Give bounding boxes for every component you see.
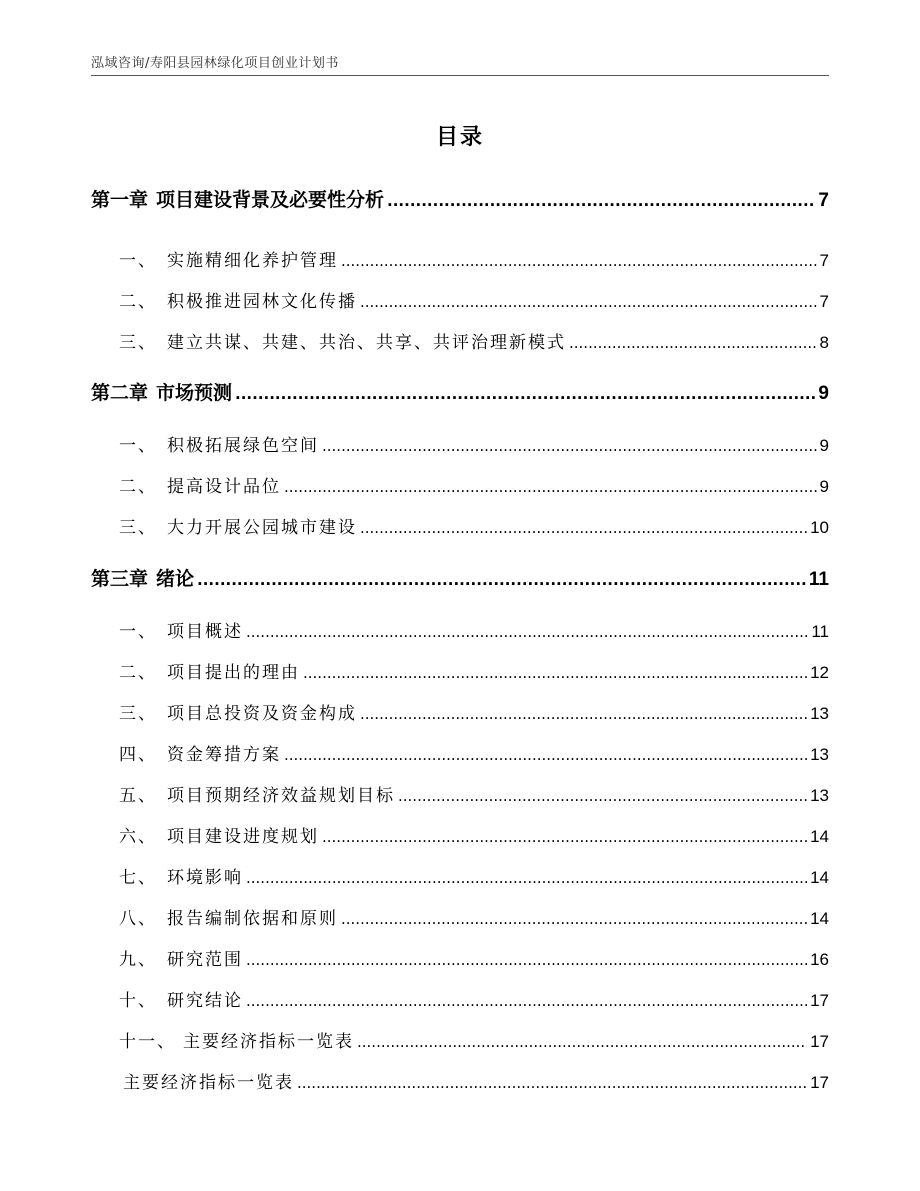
toc-leader-dots [360, 704, 807, 724]
toc-section-3-1[interactable] [119, 617, 829, 642]
toc-section-3-3[interactable] [119, 699, 829, 724]
toc-section-number: 八、 [119, 909, 157, 929]
toc-page-number: 8 [819, 333, 829, 352]
toc-page-number: 9 [818, 383, 829, 404]
toc-leader-dots [569, 333, 817, 353]
toc-section-label: 主要经济指标一览表 [183, 1032, 354, 1052]
toc-page-number: 13 [810, 745, 829, 764]
toc-leader-dots [387, 189, 815, 211]
toc-leader-dots [357, 1032, 807, 1052]
toc-section-label: 报告编制依据和原则 [167, 909, 338, 929]
toc-section-3-4[interactable] [119, 740, 829, 765]
toc-page-number: 11 [808, 569, 829, 590]
toc-leader-dots [360, 518, 807, 538]
toc-section-label: 环境影响 [167, 868, 243, 888]
toc-section-number: 九、 [119, 950, 157, 970]
toc-section-3-8[interactable] [119, 904, 829, 929]
toc-leader-dots [284, 745, 807, 765]
toc-title: 目录 [435, 125, 484, 150]
toc-section-label: 实施精细化养护管理 [167, 251, 338, 271]
toc-leader-dots [284, 477, 817, 497]
toc-chapter-label: 绪论 [156, 568, 195, 590]
toc-section-number: 一、 [119, 251, 157, 271]
toc-section-label: 建立共谋、共建、共治、共享、共评治理新模式 [167, 333, 566, 353]
toc-page-number: 10 [810, 518, 829, 537]
toc-chapter-3[interactable] [91, 564, 829, 591]
toc-leader-dots [322, 827, 807, 847]
toc-section-label: 研究结论 [167, 991, 243, 1011]
toc-leader-dots [341, 251, 817, 271]
toc-section-3-5[interactable] [119, 781, 829, 806]
toc-section-label: 项目提出的理由 [167, 663, 300, 683]
toc-section-1-2[interactable] [119, 287, 829, 312]
toc-page-number: 9 [819, 477, 829, 496]
toc-section-3-11[interactable] [119, 1027, 829, 1052]
toc-page-number: 14 [810, 868, 829, 887]
toc-page-number: 12 [810, 663, 829, 682]
toc-chapter-number: 第三章 [91, 568, 149, 590]
toc-section-label: 项目建设进度规划 [167, 827, 319, 847]
toc-chapter-label: 市场预测 [156, 382, 233, 404]
toc-page-number: 17 [810, 991, 829, 1010]
toc-leader-dots [297, 1073, 807, 1093]
toc-section-number: 二、 [119, 663, 157, 683]
toc-section-label: 积极拓展绿色空间 [167, 436, 319, 456]
toc-section-label: 资金筹措方案 [167, 745, 281, 765]
toc-section-2-3[interactable] [119, 513, 829, 538]
toc-page-number: 17 [810, 1032, 829, 1051]
toc-section-number: 十一、 [119, 1032, 176, 1052]
toc-page-number: 7 [819, 292, 829, 311]
toc-page-number: 13 [810, 704, 829, 723]
toc-page-number: 9 [819, 436, 829, 455]
toc-section-1-3[interactable] [119, 328, 829, 353]
toc-section-number: 三、 [119, 333, 157, 353]
toc-section-3-9[interactable] [119, 945, 829, 970]
toc-section-number: 一、 [119, 622, 157, 642]
toc-section-label: 研究范围 [167, 950, 243, 970]
toc-section-number: 二、 [119, 292, 157, 312]
toc-leader-dots [197, 568, 806, 590]
toc-entry-summary-table[interactable] [123, 1068, 829, 1093]
toc-section-label: 提高设计品位 [167, 477, 281, 497]
toc-page-number: 11 [811, 622, 829, 641]
toc-leader-dots [360, 292, 817, 312]
toc-chapter-2[interactable] [91, 378, 829, 405]
toc-page-number: 14 [810, 909, 829, 928]
toc-leader-dots [322, 436, 817, 456]
toc-section-number: 二、 [119, 477, 157, 497]
toc-section-label: 项目概述 [167, 622, 243, 642]
toc-page-number: 16 [810, 950, 829, 969]
toc-page-number: 14 [810, 827, 829, 846]
toc-section-number: 三、 [119, 518, 157, 538]
toc-chapter-label: 项目建设背景及必要性分析 [156, 189, 385, 211]
toc-section-label: 项目总投资及资金构成 [167, 704, 357, 724]
toc-page-number: 7 [819, 251, 829, 270]
toc-section-number: 五、 [119, 786, 157, 806]
toc-section-3-2[interactable] [119, 658, 829, 683]
toc-leader-dots [341, 909, 807, 929]
toc-leader-dots [398, 786, 807, 806]
toc-section-2-2[interactable] [119, 472, 829, 497]
header-divider [91, 75, 829, 76]
toc-section-number: 一、 [119, 436, 157, 456]
toc-leader-dots [246, 991, 807, 1011]
toc-section-label: 大力开展公园城市建设 [167, 518, 357, 538]
toc-section-label: 项目预期经济效益规划目标 [167, 786, 395, 806]
toc-section-number: 十、 [119, 991, 157, 1011]
toc-leader-dots [235, 382, 815, 404]
toc-section-number: 四、 [119, 745, 157, 765]
toc-leader-dots [246, 950, 807, 970]
toc-page-number: 13 [810, 786, 829, 805]
toc-section-3-10[interactable] [119, 986, 829, 1011]
toc-leader-dots [246, 622, 808, 642]
toc-section-number: 七、 [119, 868, 157, 888]
toc-leader-dots [246, 868, 807, 888]
toc-section-3-6[interactable] [119, 822, 829, 847]
toc-section-number: 三、 [119, 704, 157, 724]
toc-page-number: 7 [818, 190, 829, 211]
toc-section-1-1[interactable] [119, 246, 829, 271]
toc-entry-label: 主要经济指标一览表 [123, 1073, 294, 1093]
toc-chapter-number: 第一章 [91, 189, 149, 211]
toc-page-number: 17 [810, 1073, 829, 1092]
toc-section-3-7[interactable] [119, 863, 829, 888]
toc-chapter-number: 第二章 [91, 382, 149, 404]
toc-chapter-1[interactable] [91, 185, 829, 212]
running-header: 泓域咨询/寿阳县园林绿化项目创业计划书 [91, 56, 339, 71]
toc-section-label: 积极推进园林文化传播 [167, 292, 357, 312]
toc-leader-dots [303, 663, 807, 683]
toc-section-2-1[interactable] [119, 431, 829, 456]
toc-section-number: 六、 [119, 827, 157, 847]
